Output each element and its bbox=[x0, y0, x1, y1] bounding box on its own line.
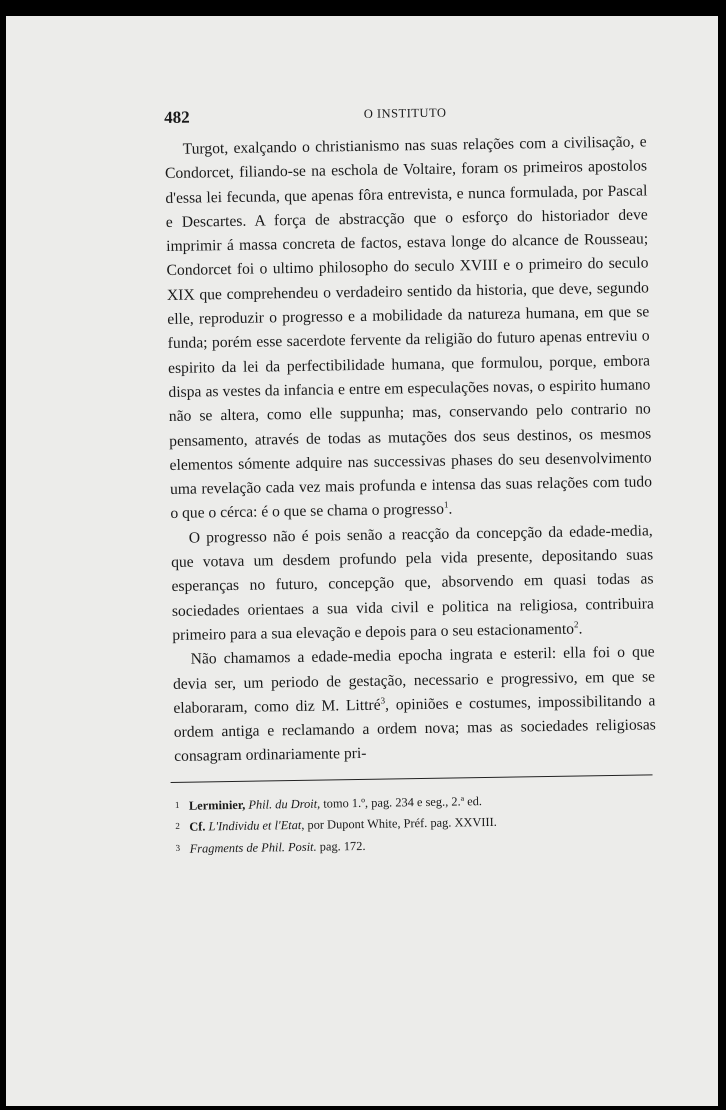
footnote-mark: 2 bbox=[175, 821, 180, 832]
book-page bbox=[6, 16, 718, 1106]
footnote-details: , tomo 1.º, pag. 234 e seg., 2.ª ed. bbox=[316, 793, 483, 811]
paragraph-3 bbox=[172, 641, 656, 770]
footnote-ref-1: 1 bbox=[443, 499, 449, 510]
page-content bbox=[164, 100, 658, 859]
body-text bbox=[164, 130, 656, 769]
page-number: 482 bbox=[164, 107, 190, 127]
footnote-ref-3: 3 bbox=[380, 695, 386, 706]
footnote-prefix: Cf. bbox=[189, 819, 209, 834]
paragraph-3-text-b: , opiniões e costumes, impossibilitando a ordem antiga e reclamando a ordem nova; mas as sociedades religiosas consagram ordinariamente pri- bbox=[173, 692, 656, 766]
footnotes bbox=[175, 787, 658, 859]
paragraph-1: Turgot, exalçando o christianismo nas suas relações com a civilisação, e Condorcet, filiando-se na eschola de Voltaire, foram os primeiros apostolos d'essa lei fecunda, que apenas fôra entrevista, e nunca formulada, por Pascal e Descartes. A força de abstracção que o esforço do historiador deve imprimir á massa concreta de factos, estava longe do alcance de Rousseau; Condorcet foi o ultimo philosopho do seculo XVIII e o primeiro do seculo XIX que comprehendeu o verdadeiro sentido da historia, que deve, segundo elle, reproduzir o progresso e a mobilidade da natureza humana, em que se funda; porém esse sacerdote fervente da religião do futuro apenas entreviu o espirito da lei da perfectibilidade humana, que formulou, porque, embora dispa as vestes da infancia e entre em especulações novas, o espirito humano não se altera, como elle suppunha; mas, conservando pelo contrario no pensamento, através de todas as mutações dos seus destinos, os mesmos elementos sómente adquire nas successivas phases do seu desenvolvimento uma revelação cada vez mais profunda e intensa das suas relações com tudo o que o cérca: é o que se chama o progresso$^1$. bbox=[164, 133, 653, 523]
paragraph-1-text: Turgot, exalçando o christianismo nas suas relações com a civilisação, e Condorcet, filiando-se na eschola de Voltaire, foram os primeiros apostolos d'essa lei fecunda, que apenas fôra entrevista, e nunca formulada, por Pascal e Descartes. A força de abstracção que o esforço do historiador deve imprimir á massa concreta de factos, estava longe do alcance de Rousseau; Condorcet foi o ultimo philosopho do seculo XVIII e o primeiro do seculo XIX que comprehendeu o verdadeiro sentido da historia, que deve, segundo elle, reproduzir o progresso e a mobilidade da natureza humana, em que se funda; porém esse sacerdote fervente da religião do futuro apenas entreviu o espirito da lei da perfectibilidade humana, que formulou, porque, embora dispa as vestes da infancia e entre em especulações novas, o espirito humano não se altera, como elle suppunha; mas, conservando pelo contrario no pensamento, através de todas as mutações dos seus destinos, os mesmos elementos sómente adquire nas successivas phases do seu desenvolvimento uma revelação cada vez mais profunda e intensa das suas relações com tudo o que o cérca: é o que se chama o progresso bbox=[164, 133, 653, 523]
footnote-title: Phil. du Droit bbox=[248, 796, 318, 812]
running-title: O INSTITUTO bbox=[363, 105, 447, 121]
paragraph-2-text: O progresso não é pois senão a reacção da concepção da edade-media, que votava um desdem profundo pela vida presente, depositando suas esperanças no futuro, concepção que, absorvendo em quasi todas as sociedades orientaes a sua vida civil e politica na religiosa, contribuira primeiro para a sua elevação e depois para o seu estacionamento bbox=[171, 522, 654, 644]
paragraph-2-end: . bbox=[578, 620, 583, 638]
footnote-author: Lerminier, bbox=[188, 797, 249, 813]
footnote-mark: 3 bbox=[175, 842, 181, 853]
footnote-mark: 1 bbox=[174, 799, 180, 810]
running-head bbox=[164, 100, 646, 134]
footnote-title: Fragments de Phil. Posit. bbox=[189, 839, 317, 856]
footnote-details: , por Dupont White, Préf. pag. XXVIII. bbox=[301, 815, 497, 833]
paragraph-3-text-a: Não chamamos a edade-media epocha ingrata e esteril: ella foi o que devia ser, um periodo de gestação, necessario e progressivo, em que se elaboraram, como diz M. Littré bbox=[172, 643, 656, 717]
footnote-title: L'Individu et l'Etat bbox=[208, 818, 302, 834]
footnote-ref-2: 2 bbox=[573, 619, 579, 630]
footnote-rule bbox=[171, 774, 653, 783]
footnote-details: pag. 172. bbox=[316, 838, 366, 854]
paragraph-2 bbox=[171, 519, 655, 648]
